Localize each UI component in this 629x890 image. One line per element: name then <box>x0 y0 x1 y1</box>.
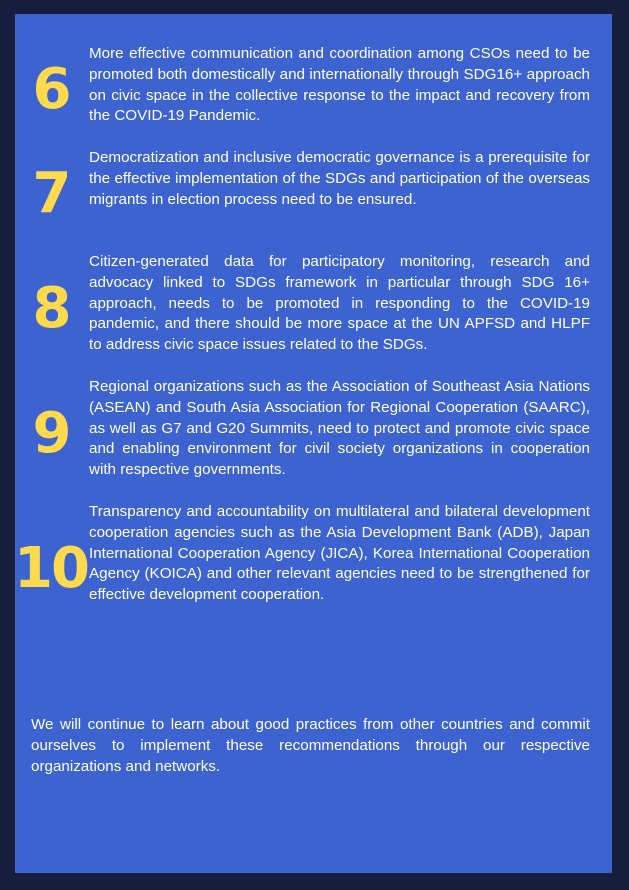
recommendation-text: Democratization and inclusive democratic governance is a prerequisite for the effective implementation of the SDGs and participation of the overseas migrants in election process need to be ensured. <box>89 149 590 208</box>
recommendation-text: More effective communication and coordination among CSOs need to be promoted both domestically and internationally through SDG16+ approach on civic space in the collective response to the impact and recovery from the COVID-19 Pandemic. <box>89 45 590 125</box>
closing-statement: We will continue to learn about good practices from other countries and commit ourselves to implement these recommendations through our respective organizations and networks. <box>31 716 590 775</box>
recommendation-text: Transparency and accountability on multilateral and bilateral development cooperation agencies such as the Asia Development Bank (ADB), Japan International Cooperation Agency (JICA), Korea International Cooperation Agency (KOICA) and other relevant agencies need to be strengthened for effective development cooperation. <box>89 503 590 604</box>
recommendation-number: 10 <box>14 536 88 601</box>
recommendation-number: 7 <box>32 161 72 226</box>
recommendation-number: 8 <box>32 276 72 341</box>
content-panel <box>15 14 612 873</box>
recommendation-number: 6 <box>32 57 72 122</box>
recommendation-text: Citizen-generated data for participatory monitoring, research and advocacy linked to SDGs framework in particular through SDG 16+ approach, needs to be promoted in responding to the COVID-19 pandemic, and there should be more space at the UN APFSD and HLPF to address civic space issues related to the SDGs. <box>89 253 590 354</box>
recommendation-number: 9 <box>32 401 72 466</box>
recommendation-text: Regional organizations such as the Association of Southeast Asia Nations (ASEAN) and South Asia Association for Regional Cooperation (SAARC), as well as G7 and G20 Summits, need to protect and promote civic space and enabling environment for civil society organizations in cooperation with respective governments. <box>89 378 590 479</box>
